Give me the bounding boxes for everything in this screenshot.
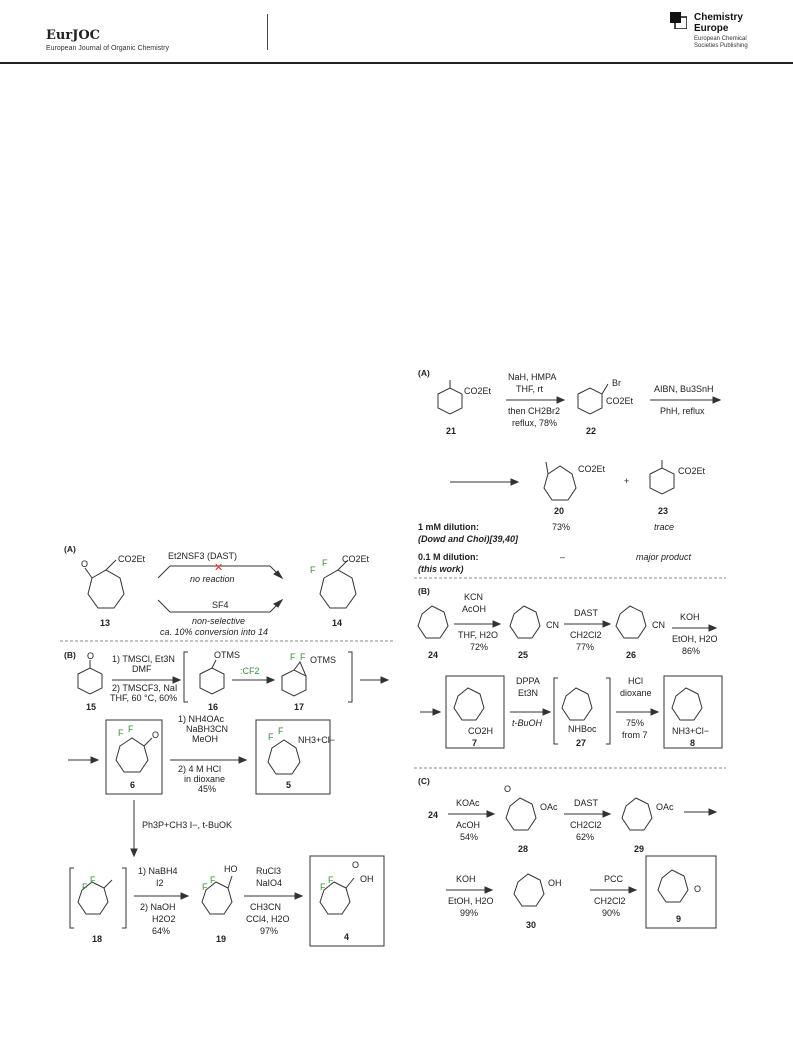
ring-25 (510, 606, 540, 638)
c-r2-3: 62% (576, 832, 595, 842)
b-step2-3: MeOH (192, 734, 219, 744)
c-r4-2: CH2Cl2 (594, 896, 626, 906)
c-r3-2: EtOH, H2O (448, 896, 494, 906)
b-r4-1: DPPA (516, 676, 540, 686)
b-r4-2: Et3N (518, 688, 539, 698)
b-step4-5: 97% (260, 926, 279, 936)
right-c-label: (C) (418, 776, 430, 786)
b-step3-1: 1) NaBH4 (138, 866, 178, 876)
b-r1-1: KCN (464, 592, 484, 602)
ring-6 (116, 738, 148, 772)
ester-20: CO2Et (578, 464, 606, 474)
b-step3-4: H2O2 (152, 914, 176, 924)
o-6: O (152, 730, 160, 740)
oac-28: OAc (540, 802, 558, 812)
compound-21: 21 (446, 426, 457, 436)
ring-26 (616, 606, 646, 638)
row2-ref: (this work) (418, 564, 464, 574)
f-4a: F (320, 882, 326, 892)
ring-9 (658, 870, 688, 902)
publisher-title-line-1: Chemistry (694, 12, 743, 23)
wittig-reagent: Ph3P+CH3 I−, t-BuOK (142, 820, 233, 830)
reagent-sf4: SF4 (212, 600, 229, 610)
b-step1-2: DMF (132, 664, 152, 674)
o-28: O (504, 784, 512, 794)
right-scheme (414, 362, 726, 940)
compound-9: 9 (676, 914, 682, 924)
publisher-title (694, 12, 743, 34)
b-step1-4: THF, 60 °C, 60% (110, 693, 178, 703)
compound-27: 27 (576, 738, 587, 748)
c-r1-2: AcOH (456, 820, 481, 830)
ring-17 (282, 670, 306, 696)
compound-17: 17 (294, 702, 305, 712)
compound-18: 18 (92, 934, 103, 944)
f-4b: F (328, 875, 334, 885)
oh-4: OH (360, 874, 374, 884)
b-step4-1: RuCl3 (256, 866, 282, 876)
compound-30: 30 (526, 920, 537, 930)
b-step2-5: in dioxane (184, 774, 226, 784)
row2-label: 0.1 M dilution: (418, 552, 479, 562)
b-r3-3: 86% (682, 646, 701, 656)
cn-26: CN (652, 620, 665, 630)
c-r3-1: KOH (456, 874, 476, 884)
b-r1-2: AcOH (462, 604, 487, 614)
br-22: Br (612, 378, 621, 388)
ring-28 (506, 798, 536, 830)
compound-16: 16 (208, 702, 219, 712)
compound-14: 14 (332, 618, 343, 628)
scheme-b-label: (B) (64, 650, 76, 660)
a-r2-1: AIBN, Bu3SnH (654, 384, 714, 394)
b-r1-3: THF, H2O (458, 630, 499, 640)
b-r1-4: 72% (470, 642, 489, 652)
reagent-dast: Et2NSF3 (DAST) (168, 551, 238, 561)
co2h-7: CO2H (468, 726, 494, 736)
ring-30 (514, 874, 544, 906)
compound-22: 22 (586, 426, 597, 436)
f-18b: F (90, 875, 96, 885)
a-r1-1: NaH, HMPA (508, 372, 557, 382)
ester-21: CO2Et (464, 386, 492, 396)
compound-7: 7 (472, 738, 478, 748)
row1-ref: (Dowd and Choi)[39,40] (418, 534, 519, 544)
journal-name: EurJOC (46, 28, 101, 43)
c-r4-3: 90% (602, 908, 621, 918)
page-header (0, 0, 793, 64)
ammonium-8: NH3+Cl− (672, 726, 710, 736)
f-17b: F (300, 652, 306, 662)
ring-7 (454, 688, 484, 720)
b-r2-1: DAST (574, 608, 599, 618)
ring-21 (438, 388, 462, 414)
journal-full-name: European Journal of Organic Chemistry (46, 45, 169, 52)
row1-23: trace (654, 522, 675, 532)
ring-16 (200, 668, 224, 694)
compound-24-b: 24 (428, 650, 439, 660)
a-r2-2: PhH, reflux (660, 406, 705, 416)
f-18a: F (82, 882, 88, 892)
o-4: O (352, 860, 360, 870)
a-r1-3: then CH2Br2 (508, 406, 561, 416)
otms-17: OTMS (310, 655, 336, 665)
right-a-label: (A) (418, 368, 430, 378)
publisher-subtitle-line-1: European Chemical (694, 36, 747, 42)
f-19a: F (202, 882, 208, 892)
ring-29 (622, 798, 652, 830)
ring-20 (544, 466, 576, 500)
otms-16: OTMS (214, 650, 240, 660)
ring-13 (88, 570, 124, 608)
compound-8: 8 (690, 738, 696, 748)
compound-25: 25 (518, 650, 529, 660)
f-19b: F (210, 875, 216, 885)
b-step3-2: I2 (156, 878, 164, 888)
ring-23 (650, 468, 674, 494)
ester-23: CO2Et (678, 466, 706, 476)
ammonium-5: NH3+Cl− (298, 735, 336, 745)
header-divider (267, 14, 268, 50)
compound-5: 5 (286, 780, 292, 790)
publisher-subtitle-line-2: Societies Publishing (694, 43, 748, 49)
ring-14 (320, 570, 356, 608)
b-r2-2: CH2Cl2 (570, 630, 602, 640)
ester-22: CO2Et (606, 396, 634, 406)
b-step2-2: NaBH3CN (186, 724, 229, 734)
b-r5-4: from 7 (622, 730, 648, 740)
ring-8 (672, 688, 702, 720)
compound-6: 6 (130, 780, 136, 790)
ring-24 (418, 606, 448, 638)
plus-sign: + (624, 476, 630, 486)
cross-icon: ✕ (214, 562, 224, 574)
f-5b: F (278, 726, 284, 736)
b-step4-4: CCl4, H2O (246, 914, 290, 924)
b-r3-1: KOH (680, 612, 700, 622)
ho-19: HO (224, 864, 238, 874)
b-step2-1: 1) NH4OAc (178, 714, 225, 724)
a-r1-4: reflux, 78% (512, 418, 558, 428)
o-13: O (81, 559, 89, 569)
compound-29: 29 (634, 844, 645, 854)
b-r5-2: dioxane (620, 688, 652, 698)
cf2-reagent: :CF2 (240, 666, 260, 676)
publisher-subtitle (694, 36, 748, 50)
c-r2-2: CH2Cl2 (570, 820, 602, 830)
row1-label: 1 mM dilution: (418, 522, 479, 532)
ester-13: CO2Et (118, 554, 146, 564)
b-r3-2: EtOH, H2O (672, 634, 718, 644)
oac-29: OAc (656, 802, 674, 812)
c-r2-1: DAST (574, 798, 599, 808)
header-rule (0, 62, 793, 64)
f-5a: F (268, 732, 274, 742)
row2-20: – (560, 552, 566, 562)
publisher-title-line-2: Europe (694, 23, 729, 34)
b-r4-3: t-BuOH (512, 718, 543, 728)
ring-15 (78, 668, 102, 694)
c-r1-1: KOAc (456, 798, 480, 808)
compound-4: 4 (344, 932, 350, 942)
b-step3-3: 2) NaOH (140, 902, 176, 912)
b-step2-6: 45% (198, 784, 217, 794)
no-reaction: no reaction (190, 574, 235, 584)
b-r5-3: 75% (626, 718, 645, 728)
chemistry-europe-logo-icon (670, 12, 687, 29)
f-6a: F (118, 728, 124, 738)
f-14a: F (310, 565, 316, 575)
row1-20: 73% (552, 522, 571, 532)
ring-22 (578, 388, 602, 414)
b-r5-1: HCl (628, 676, 643, 686)
f-17a: F (290, 652, 296, 662)
ester-14: CO2Et (342, 554, 370, 564)
right-b-label: (B) (418, 586, 430, 596)
row2-23: major product (636, 552, 692, 562)
b-r2-3: 77% (576, 642, 595, 652)
b-step1-3: 2) TMSCF3, NaI (112, 683, 178, 693)
compound-20: 20 (554, 506, 565, 516)
compound-19: 19 (216, 934, 227, 944)
b-step1-1: 1) TMSCl, Et3N (112, 654, 175, 664)
nhboc-27: NHBoc (568, 724, 597, 734)
b-step4-3: CH3CN (250, 902, 282, 912)
compound-13: 13 (100, 618, 111, 628)
o-15: O (87, 651, 95, 661)
ring-5 (268, 740, 300, 774)
compound-23: 23 (658, 506, 669, 516)
cn-25: CN (546, 620, 559, 630)
compound-15: 15 (86, 702, 97, 712)
conversion-note: ca. 10% conversion into 14 (160, 627, 269, 637)
left-scheme (60, 538, 395, 958)
c-r3-3: 99% (460, 908, 479, 918)
f-14b: F (322, 558, 328, 568)
c-r1-3: 54% (460, 832, 479, 842)
b-step4-2: NaIO4 (256, 878, 283, 888)
a-r1-2: THF, rt (516, 384, 543, 394)
o-9: O (694, 884, 702, 894)
b-step2-4: 2) 4 M HCl (178, 764, 222, 774)
oh-30: OH (548, 878, 562, 888)
b-step3-5: 64% (152, 926, 171, 936)
f-6b: F (128, 724, 134, 734)
compound-28: 28 (518, 844, 529, 854)
compound-24-c: 24 (428, 810, 439, 820)
c-r4-1: PCC (604, 874, 624, 884)
compound-26: 26 (626, 650, 637, 660)
non-selective: non-selective (192, 616, 246, 626)
ring-27 (562, 688, 592, 720)
scheme-a-label: (A) (64, 544, 76, 554)
